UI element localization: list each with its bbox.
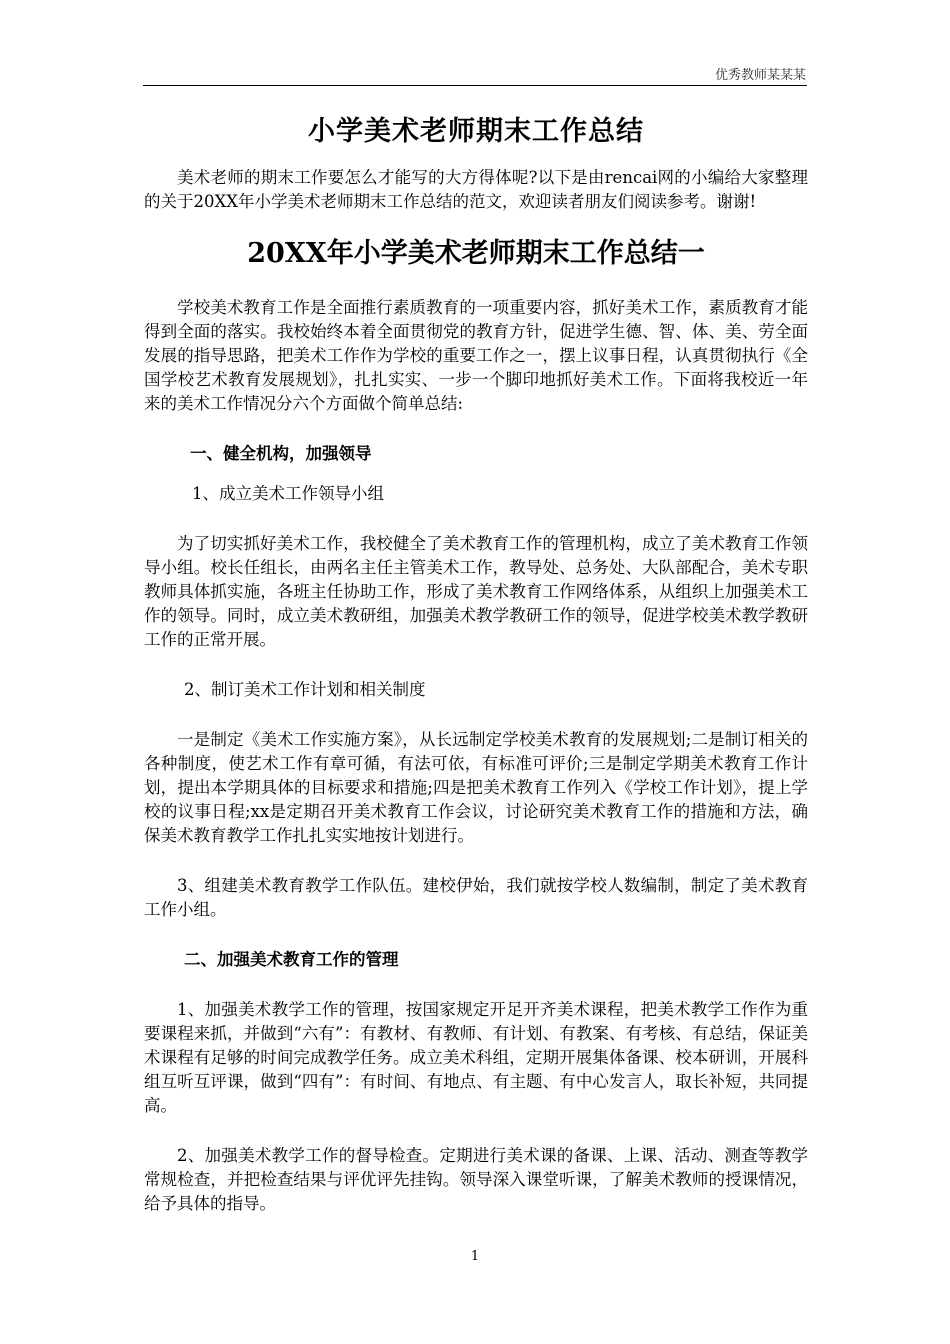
paragraph-team: 3、组建美术教育教学工作队伍。建校伊始，我们就按学校人数编制，制定了美术教育工作小组。 — [144, 876, 808, 919]
header-rule — [143, 85, 807, 86]
heading-section-one: 一、健全机构，加强领导 — [190, 444, 372, 463]
document-title: 小学美术老师期末工作总结 — [308, 116, 644, 147]
paragraph-overview: 学校美术教育工作是全面推行素质教育的一项重要内容，抓好美术工作，素质教育才能得到全面的落实。我校始终本着全面贯彻党的教育方针，促进学生德、智、体、美、劳全面发展的指导思路，把美术工作作为学校的重要工作之一，摆上议事日程，认真贯彻执行《全国学校艺术教育发展规划》，扎扎实实、一步一个脚印地抓好美术工作。下面将我校近一年来的美术工作情况分六个方面做个简单总结: — [144, 298, 808, 413]
paragraph-work-plan: 一是制定《美术工作实施方案》，从长远制定学校美术教育的发展规划;二是制订相关的各种制度，使艺术工作有章可循，有法可依，有标准可评价;三是制定学期美术教育工作计划，提出本学期具体的目标要求和措施;四是把美术教育工作列入《学校工作计划》，提上学校的议事日程;xx是定期召开美术教育工作会议，讨论研究美术教育工作的措施和方法，确保美术教育教学工作扎扎实实地按计划进行。 — [144, 730, 808, 845]
section-title: 20XX年小学美术老师期末工作总结一 — [247, 238, 705, 269]
subheading-leadership-group: 1、成立美术工作领导小组 — [192, 484, 384, 503]
header-author: 优秀教师某某某 — [714, 68, 806, 83]
paragraph-leadership: 为了切实抓好美术工作，我校健全了美术教育工作的管理机构，成立了美术教育工作领导小组。校长任组长，由两名主任主管美术工作，教导处、总务处、大队部配合，美术专职教师具体抓实施，各班主任协助工作，形成了美术教育工作网络体系，从组织上加强美术工作的领导。同时，成立美术教研组，加强美术教学教研工作的领导，促进学校美术教学教研工作的正常开展。 — [144, 534, 808, 649]
paragraph-management: 1、加强美术教学工作的管理，按国家规定开足开齐美术课程，把美术教学工作作为重要课程来抓，并做到“六有”：有教材、有教师、有计划、有教案、有考核、有总结，保证美术课程有足够的时间完成教学任务。成立美术科组，定期开展集体备课、校本研训，开展科组互听互评课，做到“四有”：有时间、有地点、有主题、有中心发言人，取长补短，共同提高。 — [144, 1000, 808, 1115]
page-number: 1 — [470, 1249, 480, 1264]
heading-section-two: 二、加强美术教育工作的管理 — [184, 950, 399, 969]
document-body — [144, 112, 808, 1216]
paragraph-supervision: 2、加强美术教学工作的督导检查。定期进行美术课的备课、上课、活动、测查等教学常规检查，并把检查结果与评优评先挂钩。领导深入课堂听课，了解美术教师的授课情况，给予具体的指导。 — [144, 1146, 808, 1213]
intro-paragraph: 美术老师的期末工作要怎么才能写的大方得体呢?以下是由rencai网的小编给大家整理的关于20XX年小学美术老师期末工作总结的范文，欢迎读者朋友们阅读参考。谢谢! — [144, 168, 808, 211]
subheading-work-plan: 2、制订美术工作计划和相关制度 — [184, 680, 426, 699]
